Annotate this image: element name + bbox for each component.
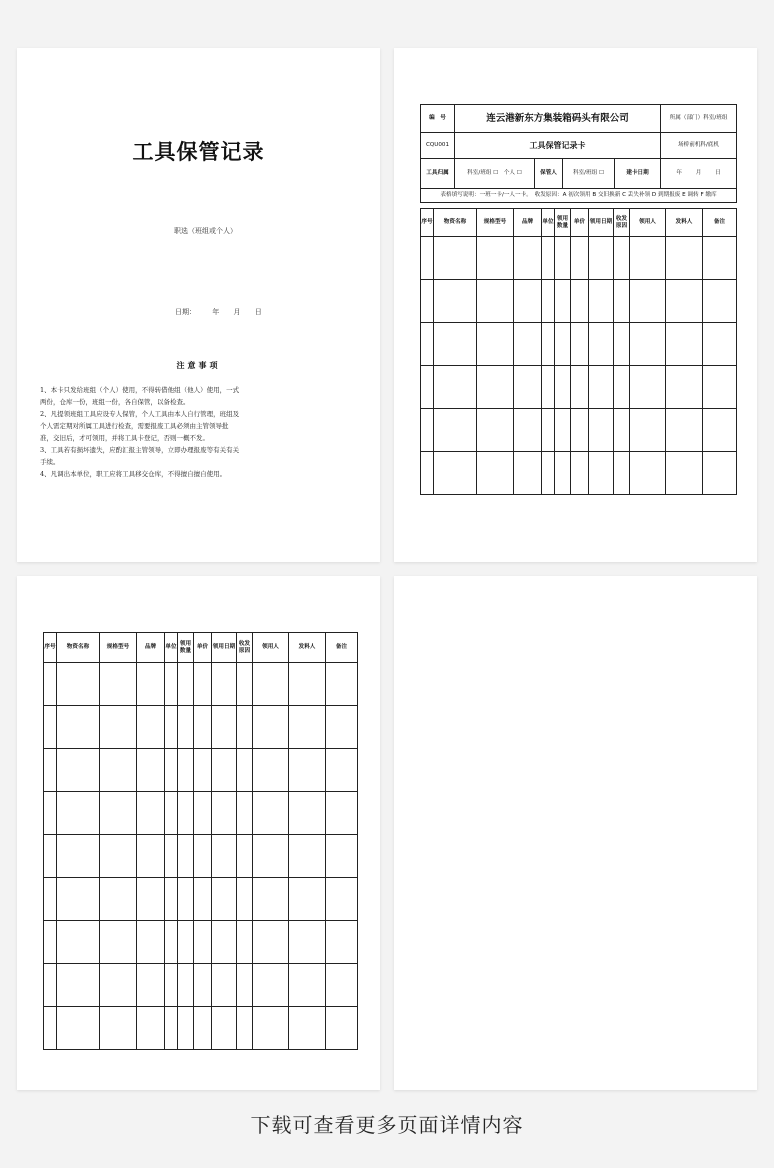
table-cell[interactable] [253,964,289,1007]
table-cell[interactable] [555,323,571,366]
column-header: 规格型号 [477,209,514,237]
table-cell[interactable] [326,878,358,921]
column-header: 发料人 [666,209,703,237]
table-cell[interactable] [434,452,477,495]
table-cell[interactable] [542,237,555,280]
table-cell[interactable] [253,878,289,921]
column-header: 领用日期 [589,209,614,237]
table-cell[interactable] [194,835,212,878]
table-cell[interactable] [289,921,326,964]
table-cell[interactable] [571,452,589,495]
table-cell[interactable] [555,237,571,280]
table-cell[interactable] [100,792,137,835]
column-header: 单价 [571,209,589,237]
table-cell[interactable] [666,323,703,366]
column-header: 物资名称 [434,209,477,237]
table-row [44,964,358,1007]
table-cell[interactable] [212,878,237,921]
table-cell[interactable] [477,366,514,409]
table-cell[interactable] [165,792,178,835]
date-month: 月 [233,308,241,316]
table-cell[interactable] [178,706,194,749]
column-header: 收发原因 [614,209,630,237]
table-cell[interactable] [514,323,542,366]
date-line [175,307,262,317]
table-cell[interactable] [100,964,137,1007]
belong-label: 工具归属 [421,159,455,189]
table-cell[interactable] [542,366,555,409]
table-cell[interactable] [57,706,100,749]
table-cell[interactable] [44,878,57,921]
table-cell[interactable] [44,964,57,1007]
column-header: 品牌 [514,209,542,237]
table-cell[interactable] [326,792,358,835]
table-cell[interactable] [194,749,212,792]
table-row [44,1007,358,1050]
column-header: 单价 [194,633,212,663]
table-cell[interactable] [421,237,434,280]
table-cell[interactable] [212,921,237,964]
table-cell[interactable] [421,409,434,452]
table-cell[interactable] [326,663,358,706]
table-cell[interactable] [44,1007,57,1050]
table-cell[interactable] [194,921,212,964]
table-cell[interactable] [555,409,571,452]
table-cell[interactable] [165,921,178,964]
table-cell[interactable] [165,964,178,1007]
table-cell[interactable] [571,409,589,452]
table-cell[interactable] [165,706,178,749]
column-header: 领用日期 [212,633,237,663]
table-cell[interactable] [57,835,100,878]
table-cell[interactable] [253,706,289,749]
table-cell[interactable] [289,792,326,835]
column-header: 发料人 [289,633,326,663]
table-cell[interactable] [630,323,666,366]
table-cell[interactable] [137,749,165,792]
table-cell[interactable] [630,366,666,409]
table-cell[interactable] [289,706,326,749]
table-cell[interactable] [178,663,194,706]
table-row [44,792,358,835]
cover-page [17,48,380,562]
table-cell[interactable] [326,706,358,749]
table-cell[interactable] [434,237,477,280]
table-cell[interactable] [212,663,237,706]
table-cell[interactable] [421,280,434,323]
table-cell[interactable] [44,706,57,749]
table-cell[interactable] [237,835,253,878]
table-cell[interactable] [137,663,165,706]
table-cell[interactable] [589,280,614,323]
card-date-month: 月 [695,170,702,176]
table-cell[interactable] [703,409,737,452]
date-label: 日期： [175,308,196,316]
table-cell[interactable] [137,792,165,835]
column-header: 备注 [326,633,358,663]
table-cell[interactable] [44,749,57,792]
table-cell[interactable] [237,749,253,792]
table-cell[interactable] [477,323,514,366]
card-code: CQU001 [421,133,455,159]
record-card-page [394,48,757,562]
table-cell[interactable] [100,878,137,921]
table-cell[interactable] [194,792,212,835]
table-cell[interactable] [542,323,555,366]
table-cell[interactable] [589,452,614,495]
column-header: 品牌 [137,633,165,663]
fill-note: 表格填写说明：一班一卡/一人一卡。 收发原因：A 初次领用 B 交旧换新 C 丢失补领 D 到期报废 E 调转 F 缴库 [421,189,737,203]
card-record-table [420,208,737,495]
column-header: 序号 [421,209,434,237]
keeper-label: 保管人 [535,159,563,189]
table-row [421,237,737,280]
column-header: 领用人 [630,209,666,237]
table-cell[interactable] [137,964,165,1007]
footer-caption: 下载可查看更多页面详情内容 [250,1113,524,1137]
table-cell[interactable] [514,280,542,323]
dept-label: 所属（部门）科室/班组 [661,105,737,133]
column-header: 收发原因 [237,633,253,663]
column-header: 单位 [165,633,178,663]
table-cell[interactable] [194,878,212,921]
table-cell[interactable] [57,921,100,964]
record-continuation-page [17,576,380,1090]
table-row [421,323,737,366]
table-cell[interactable] [44,663,57,706]
table-cell[interactable] [477,409,514,452]
continuation-record-table [43,632,358,1050]
table-row [421,280,737,323]
table-cell[interactable] [542,452,555,495]
table-cell[interactable] [703,366,737,409]
table-cell[interactable] [57,878,100,921]
table-cell[interactable] [514,452,542,495]
table-cell[interactable] [100,706,137,749]
table-cell[interactable] [57,792,100,835]
table-cell[interactable] [477,280,514,323]
table-cell[interactable] [326,835,358,878]
column-header: 单位 [542,209,555,237]
table-cell[interactable] [421,452,434,495]
table-cell[interactable] [237,663,253,706]
table-row [421,452,737,495]
table-cell[interactable] [555,280,571,323]
table-cell[interactable] [237,792,253,835]
table-cell[interactable] [137,706,165,749]
notice-item: 1、本卡只发给班组（个人）使用，不得转借他组（他人）使用，一式两份，仓库一份，班组一份，各自保管，以备检查。 [40,386,240,406]
table-cell[interactable] [178,792,194,835]
table-cell[interactable] [477,237,514,280]
table-cell[interactable] [212,964,237,1007]
table-cell[interactable] [237,921,253,964]
table-cell[interactable] [100,749,137,792]
table-cell[interactable] [514,409,542,452]
table-cell[interactable] [614,409,630,452]
table-cell[interactable] [514,366,542,409]
table-cell[interactable] [194,706,212,749]
table-cell[interactable] [434,280,477,323]
table-cell[interactable] [137,835,165,878]
table-cell[interactable] [555,452,571,495]
table-cell[interactable] [178,878,194,921]
table-cell[interactable] [434,409,477,452]
table-cell[interactable] [289,663,326,706]
table-cell[interactable] [165,878,178,921]
table-cell[interactable] [165,1007,178,1050]
table-cell[interactable] [237,1007,253,1050]
notice-item: 4、凡调出本单位，职工应将工具移交仓库，不得擅自擅自使用。 [40,470,227,478]
table-cell[interactable] [630,280,666,323]
table-cell[interactable] [289,964,326,1007]
table-cell[interactable] [137,1007,165,1050]
notice-list [40,384,240,480]
table-cell[interactable] [542,280,555,323]
table-cell[interactable] [253,1007,289,1050]
card-title: 工具保管记录卡 [455,133,661,159]
table-cell[interactable] [100,921,137,964]
table-cell[interactable] [253,663,289,706]
table-cell[interactable] [237,706,253,749]
table-cell[interactable] [100,663,137,706]
table-cell[interactable] [289,878,326,921]
table-cell[interactable] [100,1007,137,1050]
table-row [421,366,737,409]
table-cell[interactable] [212,706,237,749]
table-cell[interactable] [100,835,137,878]
table-cell[interactable] [178,835,194,878]
table-cell[interactable] [555,366,571,409]
table-cell[interactable] [44,921,57,964]
table-cell[interactable] [289,749,326,792]
table-cell[interactable] [194,964,212,1007]
table-row [44,706,358,749]
post-label: 职选（班组或个人） [174,227,237,235]
date-day: 日 [254,308,262,316]
table-row [44,835,358,878]
table-cell[interactable] [178,749,194,792]
table-row [44,878,358,921]
table-cell[interactable] [666,452,703,495]
notice-title: 注意事项 [176,360,221,370]
table-cell[interactable] [194,1007,212,1050]
table-cell[interactable] [666,237,703,280]
column-header: 序号 [44,633,57,663]
table-cell[interactable] [289,835,326,878]
table-cell[interactable] [253,921,289,964]
table-cell[interactable] [57,663,100,706]
table-cell[interactable] [703,280,737,323]
table-cell[interactable] [666,280,703,323]
table-cell[interactable] [703,237,737,280]
table-cell[interactable] [666,366,703,409]
table-cell[interactable] [703,452,737,495]
table-cell[interactable] [434,366,477,409]
table-cell[interactable] [178,921,194,964]
table-cell[interactable] [703,323,737,366]
table-cell[interactable] [421,366,434,409]
column-header: 领用人 [253,633,289,663]
table-cell[interactable] [165,663,178,706]
table-cell[interactable] [194,663,212,706]
table-cell[interactable] [630,237,666,280]
table-cell[interactable] [253,835,289,878]
table-cell[interactable] [589,237,614,280]
table-row [44,921,358,964]
table-cell[interactable] [614,280,630,323]
table-cell[interactable] [57,749,100,792]
table-cell[interactable] [326,1007,358,1050]
dept-value: 场桥前机科/底机 [661,133,737,159]
table-cell[interactable] [253,792,289,835]
card-date-label: 建卡日期 [615,159,661,189]
column-header: 领用数量 [555,209,571,237]
company-name: 连云港新东方集装箱码头有限公司 [455,105,661,133]
table-cell[interactable] [614,323,630,366]
table-row [44,749,358,792]
table-cell[interactable] [237,964,253,1007]
table-cell[interactable] [289,1007,326,1050]
table-cell[interactable] [571,280,589,323]
table-cell[interactable] [434,323,477,366]
table-cell[interactable] [237,878,253,921]
table-cell[interactable] [178,1007,194,1050]
table-cell[interactable] [571,237,589,280]
table-cell[interactable] [589,409,614,452]
notice-item: 2、凡提领班组工具应设专人保管，个人工具由本人自行管理，班组及个人需定期对所属工具进行检查，需要报废工具必须由主管领导批准，交旧后，才可领用，并将工具卡登记，否则一概不发。 [40,410,240,442]
table-cell[interactable] [212,835,237,878]
date-year: 年 [212,308,220,316]
table-cell[interactable] [630,452,666,495]
table-cell[interactable] [137,878,165,921]
table-cell[interactable] [571,366,589,409]
table-cell[interactable] [326,749,358,792]
table-cell[interactable] [165,749,178,792]
keeper-options: 科室/班组 ☐ [563,159,615,189]
card-date-year: 年 [676,170,682,176]
table-cell[interactable] [178,964,194,1007]
table-cell[interactable] [212,749,237,792]
cover-title: 工具保管记录 [132,140,265,164]
column-header: 备注 [703,209,737,237]
blank-page [394,576,757,1090]
column-header: 领用数量 [178,633,194,663]
table-cell[interactable] [212,792,237,835]
table-cell[interactable] [571,323,589,366]
table-row [421,409,737,452]
table-cell[interactable] [326,964,358,1007]
table-cell[interactable] [614,452,630,495]
table-cell[interactable] [326,921,358,964]
table-row [44,663,358,706]
no-label: 编 号 [421,105,455,133]
table-cell[interactable] [666,409,703,452]
table-cell[interactable] [212,1007,237,1050]
table-cell[interactable] [44,835,57,878]
card-date-day: 日 [715,170,721,176]
table-cell[interactable] [542,409,555,452]
table-cell[interactable] [137,921,165,964]
table-cell[interactable] [477,452,514,495]
table-cell[interactable] [253,749,289,792]
table-cell[interactable] [44,792,57,835]
table-cell[interactable] [589,323,614,366]
column-header: 物资名称 [57,633,100,663]
table-cell[interactable] [614,366,630,409]
table-cell[interactable] [614,237,630,280]
table-cell[interactable] [421,323,434,366]
notice-item: 3、工具若有损坏遗失，应酌汇报主管领导，立即办理报废等有关有关手续。 [40,446,240,466]
table-cell[interactable] [589,366,614,409]
belong-options: 科室/班组 ☐ 个人 ☐ [455,159,535,189]
table-cell[interactable] [57,1007,100,1050]
table-cell[interactable] [514,237,542,280]
column-header: 规格型号 [100,633,137,663]
table-cell[interactable] [165,835,178,878]
card-header-table [420,104,737,203]
table-cell[interactable] [630,409,666,452]
card-date [661,159,737,189]
table-cell[interactable] [57,964,100,1007]
